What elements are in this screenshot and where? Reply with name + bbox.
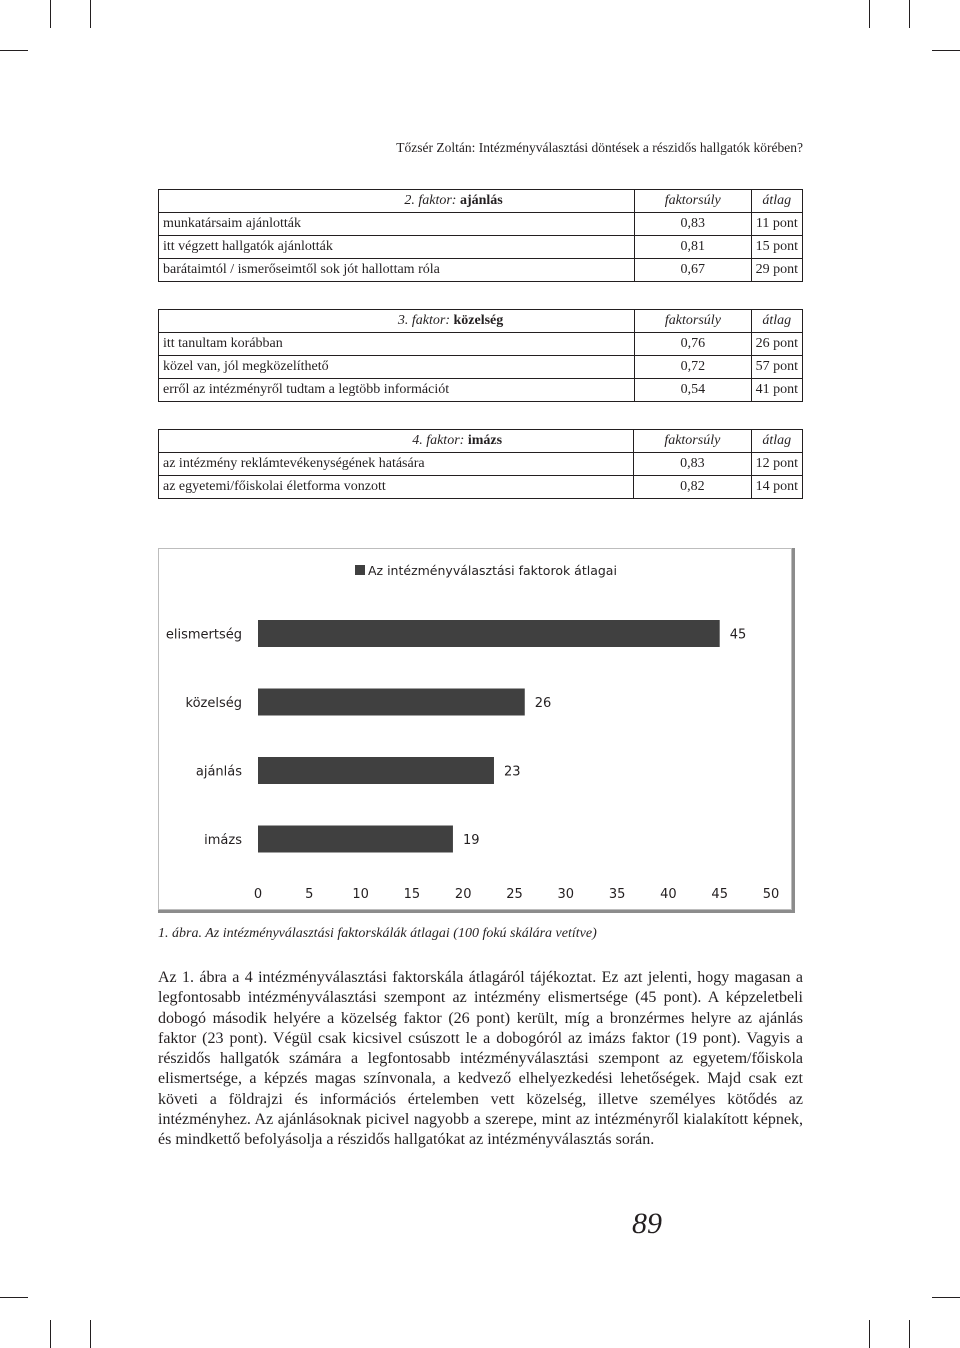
- bar-elismertség: [258, 620, 720, 647]
- item-avg: 11 pont: [751, 213, 802, 236]
- item-avg: 12 pont: [751, 453, 802, 476]
- item-avg: 26 pont: [751, 333, 802, 356]
- body-paragraph: Az 1. ábra a 4 intézményválasztási faktorskála átlagáról tájékoztat. Ez azt jelenti, hogy magasan a legfontosabb intézményválasztási szempont az intézmény elismertsége (45 pont). A képzeletbeli dobogó második helyére a közelség faktor (26 pont) került, míg a bronzérmes helyre az ajánlás faktor (23 pont). Végül csak kicsivel csúszott le a dobogóról az imázs faktor (19 pont). Vagyis a részidős hallgatók számára a legfontosabb intézményválasztási szempont az egyetem/főiskola elismertsége, a képzés magas színvonala, a kedvező elhelyezkedési lehetőségek. Majd csak ezt követi a földrajzi és információs értelemben vett közelség, illetve személyes kötődés az intézményhez. Az ajánlásoknak picivel nagyobb a szerepe, mint az intézményről kialakított képnek, és mindkettő befolyásolja a részidős hallgatókat az intézményválasztás során.: [158, 969, 803, 1149]
- table-row: [159, 213, 803, 236]
- x-tick-label: 5: [305, 887, 314, 902]
- col-weight-header: faktorsúly: [634, 190, 751, 213]
- crop-mark: [909, 1320, 910, 1348]
- table-row: [159, 236, 803, 259]
- item-label: az intézmény reklámtevékenységének hatására: [159, 453, 634, 476]
- category-label: ajánlás: [195, 764, 242, 780]
- x-tick-label: 35: [608, 887, 626, 902]
- factor-table-ajanlas: [158, 189, 803, 282]
- table-row: [159, 379, 803, 402]
- bar-ajánlás: [258, 757, 494, 784]
- crop-mark: [932, 50, 960, 51]
- crop-mark: [0, 1297, 28, 1298]
- item-avg: 14 pont: [751, 476, 802, 499]
- page-number: 89: [632, 1207, 662, 1240]
- table-row: [159, 476, 803, 499]
- item-weight: 0,83: [634, 453, 752, 476]
- item-avg: 29 pont: [751, 259, 802, 282]
- item-weight: 0,67: [634, 259, 751, 282]
- item-label: barátaimtól / ismerőseimtől sok jót hallottam róla: [159, 259, 635, 282]
- crop-mark: [909, 0, 910, 28]
- crop-mark: [0, 50, 28, 51]
- item-label: erről az intézményről tudtam a legtöbb információt: [159, 379, 635, 402]
- data-label: 26: [534, 696, 552, 711]
- item-label: munkatársaim ajánlották: [159, 213, 635, 236]
- crop-mark: [869, 1320, 870, 1348]
- col-avg-header: átlag: [751, 430, 802, 453]
- item-weight: 0,82: [634, 476, 752, 499]
- col-weight-header: faktorsúly: [634, 430, 752, 453]
- col-weight-header: faktorsúly: [635, 310, 751, 333]
- x-tick-label: 25: [506, 887, 523, 902]
- factor-table-kozelseg: [158, 309, 803, 402]
- x-tick-label: 45: [711, 887, 728, 902]
- item-label: az egyetemi/főiskolai életforma vonzott: [159, 476, 634, 499]
- category-label: imázs: [204, 833, 242, 848]
- table-header-row: [159, 190, 803, 213]
- table-row: [159, 453, 803, 476]
- chart-canvas: [158, 548, 792, 910]
- factor-title: 3. faktor: közelség: [159, 310, 635, 333]
- x-tick-label: 0: [253, 887, 263, 902]
- x-tick-label: 50: [762, 887, 780, 902]
- item-weight: 0,76: [635, 333, 751, 356]
- factor-table-imazs: [158, 429, 803, 499]
- figure-caption: 1. ábra. Az intézményválasztási faktorskálák átlagai (100 fokú skálára vetítve): [158, 926, 597, 941]
- item-weight: 0,54: [635, 379, 751, 402]
- crop-mark: [50, 0, 51, 28]
- item-avg: 41 pont: [751, 379, 802, 402]
- bars-group: [166, 620, 779, 902]
- item-label: közel van, jól megközelíthető: [159, 356, 635, 379]
- crop-mark: [90, 0, 91, 28]
- crop-mark: [50, 1320, 51, 1348]
- data-label: 45: [729, 627, 747, 643]
- legend-swatch: [355, 565, 365, 575]
- legend-label: Az intézményválasztási faktorok átlagai: [368, 563, 617, 578]
- table-row: [159, 356, 803, 379]
- col-avg-header: átlag: [751, 190, 802, 213]
- bar-közelség: [258, 689, 525, 716]
- table-header-row: [159, 310, 803, 333]
- x-tick-label: 10: [352, 887, 369, 902]
- item-weight: 0,72: [635, 356, 751, 379]
- item-avg: 15 pont: [751, 236, 802, 259]
- col-avg-header: átlag: [751, 310, 802, 333]
- table-row: [159, 333, 803, 356]
- crop-mark: [869, 0, 870, 28]
- table-header-row: [159, 430, 803, 453]
- crop-mark: [932, 1297, 960, 1298]
- item-weight: 0,81: [634, 236, 751, 259]
- bar-imázs: [258, 826, 453, 853]
- category-label: elismertség: [165, 627, 242, 643]
- category-label: közelség: [185, 696, 242, 711]
- data-label: 23: [503, 764, 521, 780]
- x-tick-label: 15: [403, 887, 421, 902]
- item-weight: 0,83: [634, 213, 751, 236]
- factor-title: 4. faktor: imázs: [159, 430, 634, 453]
- bar-chart: [158, 548, 795, 913]
- x-tick-label: 20: [454, 887, 472, 902]
- crop-mark: [90, 1320, 91, 1348]
- running-header: Tőzsér Zoltán: Intézményválasztási döntések a részidős hallgatók körében?: [396, 140, 803, 155]
- item-label: itt tanultam korábban: [159, 333, 635, 356]
- table-row: [159, 259, 803, 282]
- x-tick-label: 30: [557, 887, 575, 902]
- item-avg: 57 pont: [751, 356, 802, 379]
- item-label: itt végzett hallgatók ajánlották: [159, 236, 635, 259]
- x-tick-label: 40: [660, 887, 677, 902]
- data-label: 19: [462, 833, 480, 848]
- factor-title: 2. faktor: ajánlás: [159, 190, 635, 213]
